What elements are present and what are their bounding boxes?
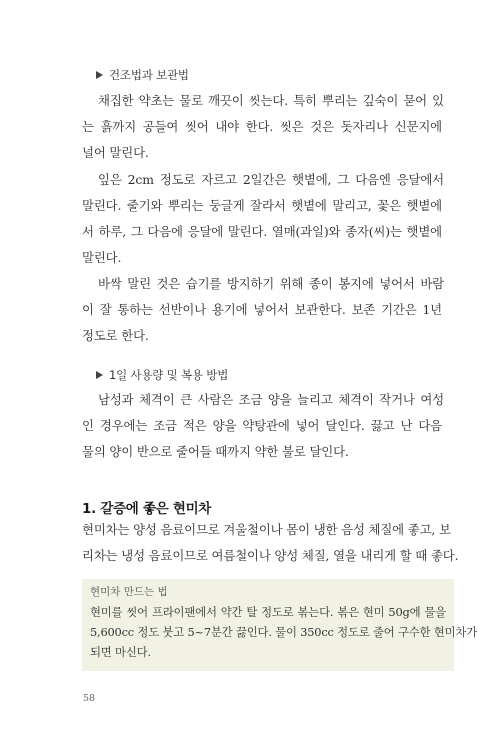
paragraph-line: 정도로 한다. [82, 328, 149, 343]
paragraph-line: 인 경우에는 조금 적은 양을 약탕관에 넣어 달인다. 끓고 난 다음 [82, 418, 442, 433]
paragraph-line: 는 흙까지 공들여 씻어 내야 한다. 씻은 것은 돗자리나 신문지에 [82, 119, 442, 134]
paragraph-line: 서 하루, 그 다음에 응달에 말린다. 열매(과일)와 종자(씨)는 햇볕에 [82, 224, 442, 239]
paragraph-line: 물의 양이 반으로 줄어들 때까지 약한 불로 달인다. [82, 444, 349, 459]
paragraph-line: 널어 말린다. [82, 145, 149, 160]
subheading-dosage [96, 367, 228, 383]
triangle-bullet-icon [96, 371, 103, 379]
subheading-dosage-text: 1일 사용량 및 복용 방법 [109, 368, 229, 382]
recipe-line: 되면 마신다. [90, 645, 151, 659]
paragraph-line: 잎은 2cm 정도로 자르고 2일간은 햇볕에, 그 다음엔 응달에서 [98, 172, 444, 187]
page-number: 58 [83, 693, 96, 704]
paragraph-line: 현미차는 양성 음료이므로 겨울철이나 몸이 냉한 음성 체질에 좋고, 보 [82, 522, 451, 537]
paragraph-line: 말린다. [82, 250, 122, 265]
subheading-storage [96, 67, 189, 83]
section-title-brown-rice-tea: 1. 갈증에 좋은 현미차 [82, 501, 212, 517]
recipe-line: 5,600cc 정도 붓고 5~7분간 끓인다. 물이 350cc 정도로 줄어 구수한 현미차가 [90, 625, 478, 639]
subheading-storage-text: 건조법과 보관법 [109, 68, 189, 82]
recipe-line: 현미를 씻어 프라이팬에서 약간 탈 정도로 볶는다. 볶은 현미 50g에 물을 [90, 605, 446, 619]
paragraph-line: 채집한 약초는 물로 깨끗이 씻는다. 특히 뿌리는 깊숙이 묻어 있 [98, 93, 444, 108]
paragraph-line: 말린다. 줄기와 뿌리는 둥글게 잘라서 햇볕에 말리고, 꽃은 햇볕에 [82, 198, 442, 213]
triangle-bullet-icon [96, 71, 103, 79]
paragraph-line: 이 잘 통하는 선반이나 용기에 넣어서 보관한다. 보존 기간은 1년 [82, 302, 442, 317]
paragraph-line: 리차는 냉성 음료이므로 여름철이나 양성 체질, 열을 내리게 할 때 좋다. [82, 548, 459, 563]
paragraph-line: 바싹 말린 것은 습기를 방지하기 위해 종이 봉지에 넣어서 바람 [98, 276, 444, 291]
recipe-box-title: 현미차 만드는 법 [90, 586, 168, 598]
paragraph-line: 남성과 체격이 큰 사람은 조금 양을 늘리고 체격이 작거나 여성 [98, 392, 444, 407]
